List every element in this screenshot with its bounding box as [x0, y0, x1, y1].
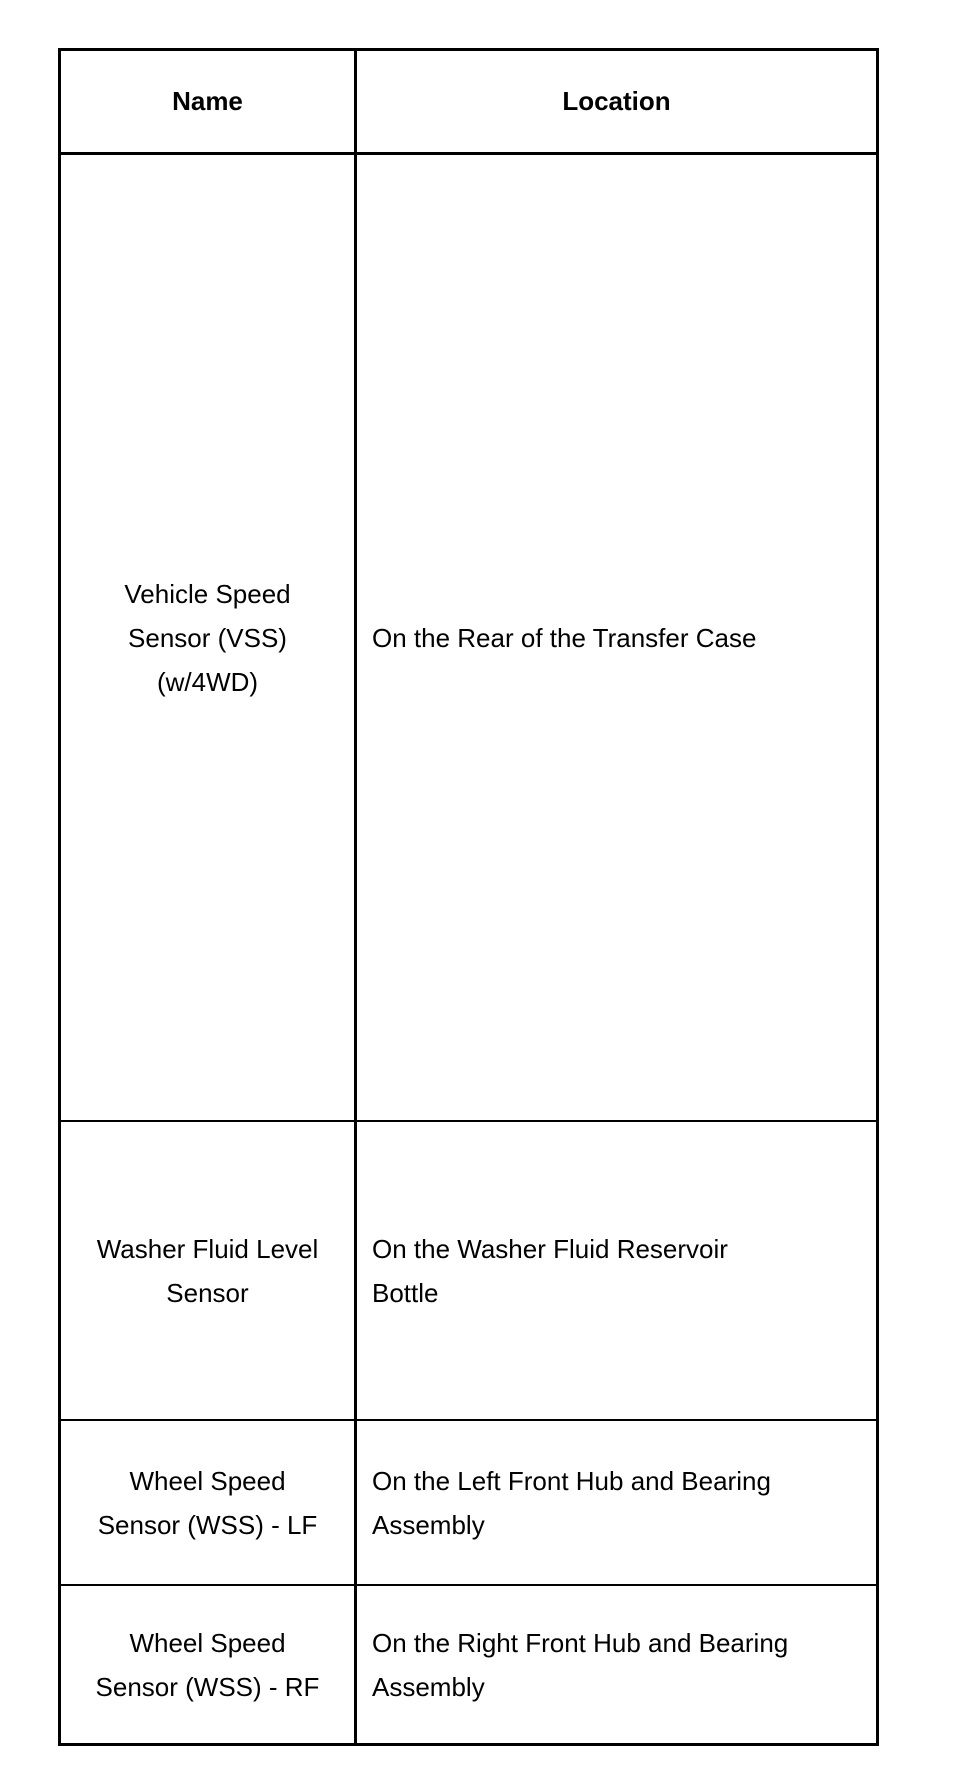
location-cell [357, 1122, 876, 1419]
location-line: Assembly [372, 1509, 485, 1540]
name-line: Sensor (VSS) [128, 622, 287, 653]
location-line: On the Left Front Hub and Bearing [372, 1465, 771, 1496]
name-line: Sensor [166, 1277, 249, 1308]
location-cell [357, 1421, 876, 1584]
name-line: (w/4WD) [156, 666, 259, 697]
table-row [61, 155, 876, 1122]
name-line: Vehicle Speed [124, 578, 291, 609]
name-line: Sensor (WSS) - RF [95, 1671, 320, 1702]
header-name-cell [61, 51, 357, 152]
name-line: Sensor (WSS) - LF [97, 1509, 318, 1540]
header-name-label: Name [172, 86, 243, 116]
header-location-label: Location [562, 86, 671, 116]
location-line: On the Washer Fluid Reservoir [372, 1233, 728, 1264]
name-cell [61, 155, 357, 1120]
header-location-cell [357, 51, 876, 152]
table-row [61, 1586, 876, 1743]
location-cell [357, 155, 876, 1120]
location-line: Bottle [372, 1277, 439, 1308]
location-line: Assembly [372, 1671, 485, 1702]
location-line: On the Right Front Hub and Bearing [372, 1627, 789, 1658]
location-cell [357, 1586, 876, 1743]
sensor-location-table [58, 48, 879, 1746]
name-cell [61, 1586, 357, 1743]
table-row [61, 1421, 876, 1586]
table-header-row [61, 51, 876, 155]
name-line: Wheel Speed [129, 1465, 286, 1496]
name-cell [61, 1122, 357, 1419]
table-row [61, 1122, 876, 1421]
name-cell [61, 1421, 357, 1584]
location-line: On the Rear of the Transfer Case [372, 622, 757, 653]
name-line: Washer Fluid Level [96, 1233, 319, 1264]
name-line: Wheel Speed [129, 1627, 286, 1658]
